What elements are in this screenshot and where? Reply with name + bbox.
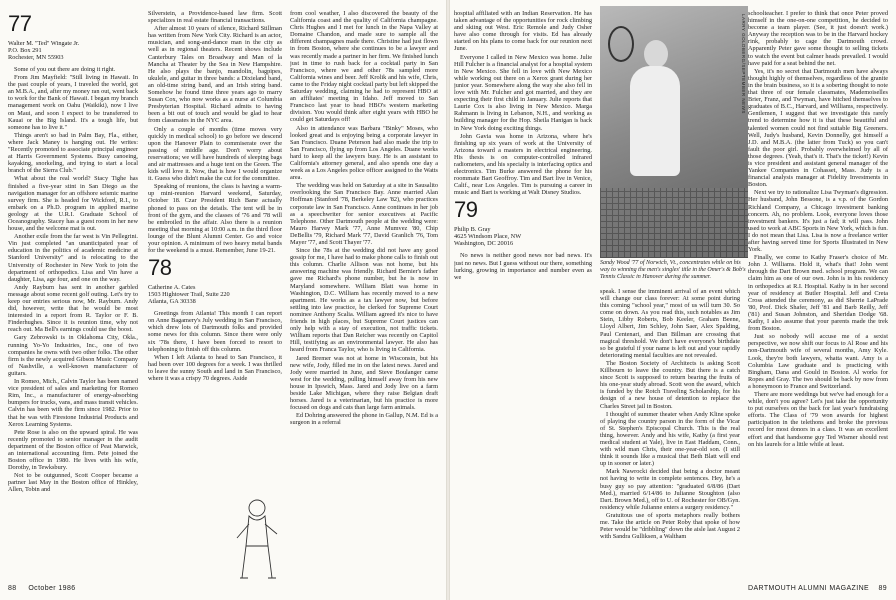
address-line: Philip B. Gray (454, 226, 491, 234)
paragraph: In Romeo, Mich., Calvin Taylor has been named vice president of sales and marketing for Romeo Rim, Inc., a manufacturer of energy-absorbing bumpers for trucks, vans, and mass transit vehicles. Calvin has been with the firm since 1982. Prior to that he was with Firestone Industrial Products and Xerox Learning Systems. (8, 378, 138, 428)
address-line: Atlanta, GA 30338 (148, 298, 196, 306)
paragraph: John Gavia was home in Arizona, where he's finishing up six years of work at the University of Arizona toward a masters in electrical engineering. His thesis is on computer-controlled infrared radiometers, and his specialty is interfacing optics and electronics. Tim Burke answered the phone for his roommate Bart Geoffroy. Tim and Bart live in Venice, Calif., near Los Angeles. Tim is pursuing a career in music and Bart is working at Walt Disney Studios. (454, 132, 592, 197)
class-secretary-address (454, 226, 592, 247)
address-line: Rochester, MN 55903 (8, 54, 64, 61)
address-line: Walter M. "Ted" Wingate Jr. (8, 40, 80, 47)
paragraph: Mark Nawrocki decided that being a doctor meant not having to write in complete sentences. Hey, he's a busy guy so pay attention: "graduated 6/8/86 (Dart Med.), married 6/14/86 to Julianne Stoughton (also Dart. Brown Med.), off to U. of Rochester for OB/Gyn. residency while Julianne enters a surgery residency." (600, 468, 740, 511)
paragraph: Speaking of reunions, the class is having a warm-up mini-reunion Harvard weekend, Saturday, October 18. Czar President Rich Bane actually phoned to pass on the details. The tent will be in front of the gym, and the classes of '76 and '78 will be embroiled in the affair. Also there is a reunion meeting that morning at 10:00 a.m. in the third floor lounge of the Blunt Alumni Center. Go and voice your opinion. A minimum of two heavy metal bands for the weekend is a must. Remember, June 19-21. (148, 183, 282, 255)
publication-name: DARTMOUTH ALUMNI MAGAZINE (748, 585, 870, 592)
paragraph: The wedding was held on Saturday at a site in Sausalito overlooking the San Francisco Bay. Anne married Alan Hoffman (Stanford '78, Berkeley Law '82), who practices corporate law in San Francisco. Anne continues in her job as a speechwriter for senior executives at Pacific Telephone. Other Dartmouth people at the wedding were: Mauro Harvey Mark '77, Anne Mumvez '80, Chip DeBellis '79, Richard Mark '77, David Granlich '76, Tom Mayer '77, and Scott Thayer '77. (290, 182, 438, 246)
class-year-heading: 77 (8, 11, 32, 36)
page-number: 88 (8, 585, 17, 592)
right-folio (748, 585, 887, 592)
left-folio (8, 585, 76, 592)
paragraph: schoolteacher. I prefer to think that once Peter proved himself in the one-on-one competition, he decided to become a team player. (See, it just doesn't work.) Anyway the reception was to be in the Harvard hockey rink, probably to cage the Dartmouth crowd. Apparently Peter gave some thought to selling tickets to watch the event but calmer heads prevailed. I would have paid for a seat behind the net. (748, 10, 888, 67)
player-figure (630, 66, 680, 176)
issue-date: October 1986 (28, 585, 76, 592)
paragraph: What about the real world? Stacy Tighe has finished a five-year stint in San Diego as the navigation manager for an offshore seismic marine survey firm. She is headed for Wickford, R.I., to embark on a Ph.D. program in applied marine geology at the U.R.I. Graduate School of Oceanography. Stacey has a guest room in her new house, and the welcome mat is out. (8, 175, 138, 233)
paragraph: Jared Bremer was not at home in Wisconsin, but his new wife, Jody, filled me in on the latest news. Jared and Jody were married in June, and Steve Boulanger came west for the wedding, pulling himself away from his new house in Ipswich, Mass. Jared and Jody live on a farm beside Lake Michigan, where they raise Belgian draft horses. Jared is a veterinarian, but his practice is more focused on dogs and cats than large farm animals. (290, 354, 438, 412)
paragraph: Since the 78s at the wedding did not have any good gossip for me, I have had to make phone calls to finish out this column. Charlie Allison was not home, but his answering machine was friendly. Richard Bernier's father gave me Richard's phone number, but he is now in Maryland somewhere. William Blatt was home in Washington, D.C. William has recently moved to a new apartment. He works as a tax lawyer now, but before settling into law practice, he clerked for Supreme Court nominee Anthony Scalia. William agreed it's nice to have friends in high places, but Supreme Court justices can only help with a stay of execution, not traffic tickets. William reports that Dan Reicher was recently on Capitol Hill, testifying as an environmental lawyer. He also has heard from Franca Taylor, who is living in California. (290, 247, 438, 354)
class-secretary-address (148, 284, 282, 305)
address-line: P.O. Box 291 (8, 47, 42, 54)
paragraph: Gratuitous use of sports metaphors really bothers me. Take the article on Peter Roby that spoke of how Peter would be "dribbling" down the aisle last August 2 with Sandra Gulliksen, a Waltham (600, 511, 740, 541)
tennis-photo (600, 6, 748, 258)
paragraph: Yes, it's no secret that Dartmouth men have always thought highly of themselves, regardless of the granite in the brain business, so it is a sobering thought to note that three of our female classmates, Mademoiselles Brier, Franz, and Twyman, have hitched themselves to graduates of B.C., Harvard, and Williams, respectively. Gentlemen, I suggest that we investigate this rarely trend to determine how it is that these beautiful and talented women could not find suitable Big Greeners. Well, Judy's husband, Kevin Donnelly, got himself a J.D. and M.B.A. (the latter from Tuck) so you can't fault the poor girl. Probably overwhelmed by all of those degrees. (Yeah, that's it. That's the ticket!) Kevin is vice president and assistant general manager of the Yankee Companies in Cohasset, Mass. Judy is a financial analysis manager at Fidelity Investments in Boston. (748, 67, 888, 189)
column-4 (454, 10, 592, 582)
photo-credit: LARRY GOLDBERG/SEPTEMBER NEWS (741, 14, 746, 114)
paragraph: When I left Atlanta to head to San Francisco, it had been over 100 degrees for a week. I was thrilled to leave the sunny South and land in San Francisco, where it was a crispy 70 degrees. Aside (148, 353, 282, 383)
column-2 (148, 10, 282, 492)
paragraph: Another exile from the far west is Vin Pellegrini. Vin just completed "an unanticipated year of education in the politics of academic medicine at Stanford University" and is relocating to the University of Rochester in New York to join the department of orthopedics. Lisa and Vin have a daughter, Lisa, age four, and one on the way. (8, 233, 138, 283)
paragraph: Pete Rose is also on the upward spiral. He was recently promoted to senior manager in the audit department of the Boston office of Peat Marwick, an international accounting firm. Pete joined the Boston office in 1980. He lives with his wife, Dorothy, in Tewksbury. (8, 428, 138, 472)
paragraph: Everyone I called in New Mexico was home. Julie Hill Fulcher is a financial analyst for a hospital system in New Mexico. She fell in love with New Mexico while working out there on a Xerox grant during her junior year. Somewhere along the way she also fell in love with Mr. Fulcher and got married, and they are expecting their first child in January. Julie reports that Laurie Cox is also living in New Mexico. Marga Rahmann is living in Lebanon, N.H., and working as building manager for the Hop. Sheila Hanigan is back in New York doing exciting things. (454, 53, 592, 132)
paragraph: No news is neither good news nor bad news. It's just no news. But I guess without our there, something lurking, growing in importance and number even as we (454, 252, 592, 281)
paragraph: After almost 10 years of silence, Richard Stillman has written from New York City. Richard is an actor, musician, and song-and-dance man in the city as well as in regional theaters. Recent shows include Canterbury Tales on Broadway and Man of la Mancha at Theater by the Sea in New Hampshire. He also plays the banjo, mandolin, bagpipes, ukulele, and guitar in three bands: a Dixieland band, an old-time string band, and an Irish string band. Somehow he found time three years ago to marry Susan Cox, who now works as a nurse at Columbia Presbyterian Hospital. Richard admits to having been a bit out of touch and would be glad to hear from classmates in the NYC area. (148, 25, 282, 125)
column-5 (600, 288, 740, 580)
paragraph: Some of you out there are doing it right. (14, 66, 116, 73)
paragraph: Not to be outgunned, Scott Cooper became a partner last May in the Boston office of Hinkley, Allen, Tobin and (8, 472, 138, 494)
address-line: 4625 Windsom Place, NW (454, 233, 522, 241)
paragraph: From Jim Mayfield: "Still living in Hawaii. In the past couple of years, I traveled the world, got an M.B.A., and, after my money ran out, went back to work for the Bank of Hawaii. I began my branch management work on Oahu (Waikiki), now I live on Maui, and soon I expect to be transferred to Kauai or the Big Island. It's a tough life, but someone has to live it." (8, 74, 138, 131)
player-head (644, 40, 668, 68)
paragraph: The Boston Society of Architects is asking Scott Killbourn to leave the country. But there is a catch since Scott is supposed to return bearing the fruits of his one-year study abroad. Scott won the award, which is funded by the Rotch Traveling Scholarship, for his design of a new house of detention to replace the Charles Street jail in Boston. (600, 359, 740, 410)
paragraph: Just so nobody will accuse me of a sexist perspective, we now shift our focus to Al Rose and his non-Dartmouth wife of several months, Amy Kyle. Look, they're both lawyers, whatta want. Amy is a Columbia Law graduate and is practicing with Bingham, Dana and Gould in Boston. Al works for Ropes and Gray. The two should be back by now from a honeymoon to France and Switzerland. (748, 333, 888, 390)
address-line: 1503 Hightower Trail, Suite 220 (148, 291, 230, 299)
racket-icon (608, 26, 634, 62)
paragraph: Finally, we come to Kathy Fraser's choice of Mr. John J. Williams. Hold it, what's that! John went through the Dart Brown med. school program. We can claim him as one of our own. John is in his residency in orthopedics at R.I. Hospital. Kathy is in her second year of residency at Butler Hospital. Jeff and Creta Cross attended the ceremony, as did Sherrie LaPrade '80, Prof. Dick Shafer, Jeff '81 and Barb Reilly, Jeff ('81) and Susan Johnston, and Sheridan Dodge '68. Kathy, I also assume that your parents made the trek from Boston. (748, 254, 888, 333)
column-3 (290, 10, 438, 582)
photo-caption: Sandy Wood '77 of Norwich, Vt., concentrates while on his way to winning the men's singles' title in the Omer's & Bob's Tennis Classic in Hanover during the summer. (600, 260, 746, 280)
class-year-heading: 78 (148, 255, 172, 281)
paragraph: Gary Zebrowski is in Oklahoma City, Okla., running Yo-Yo Industries, Inc., one of two companies he owns with two other folks. The other firm is the newly acquired Gibson Music Company of Nashville, a well-known manufacturer of guitars. (8, 334, 138, 377)
paragraph: hospital affiliated with an Indian Reservation. He has taken advantage of the opportunities for rock climbing and skiing out West. Eric Remole and Judy Osher have also come through for visits. Ed has already started on his plans to come back for our reunion next June. (454, 10, 592, 53)
paragraph: speak. I sense the imminent arrival of an event which will change our class forever: At some point during this coming "school year," most of us will turn 30. So come on down. As you read this, such notables as Jim Stein, Libby Roberts, Bob Keeler, Graham Beene, Lloyd Albert, Jim Schley, John Saer, Alex Spalding, Paul Centenari, and Dan Billman are crossing that magical threshold. We don't have everyone's birthdate so be grateful if your name is left out and your rapidly deteriorating mental faculties are not revealed. (600, 288, 740, 359)
paragraph: Only a couple of months (time moves very quickly in medical school) to go before we descend upon the Hanover Plain to commiserate over the passing of middle age. Don't worry about reservations; we will have hundreds of sleeping bags and air mattresses and a huge tent on the Green. The kids will love it. Now, that is how I would organize it. Guess who didn't make the cut for the committee. (148, 125, 282, 183)
paragraph: There are more weddings but we've had enough for a while, don't you agree? Let's just take the opportunity to put ourselves on the back for last year's fundraising efforts. The Class of '79 won awards for highest participation in the telethons and broke the previous record for most donors in a class. It was an excellent effort and that handsome guy Ted Wismer should rest on his laurels for a little while at least. (748, 390, 888, 448)
paragraph: Also in attendance was Barbara "Binky" Moses, who looked great and is enjoying being a corporate lawyer in San Francisco. Duane Peterson had also made the trip to San Francisco, flying up from Los Angeles. Duane works hard to keep all the lawyers busy. He is an assistant to California's attorney general, and also spends one day a week as a Los Angeles police officer assigned to the Watts area. (290, 124, 438, 182)
paragraph: Things aren't so bad in Palm Bay, Fla., either, where Jack Maney is hanging out. He writes: "Recently promoted to associate principal engineer at Harris Government Systems. Busy canoeing, kayaking, snorkeling, and trying to start a local branch of the Sierra Club." (8, 131, 138, 175)
address-line: Catherine A. Cates (148, 284, 196, 292)
paragraph: Andy Rayburn has sent in another garbled message about some recent golf outing. Let's try to keep our entries serious now, Mr. Rayburn. Andy did, however, write that he would be most interested in a report from R. Taylor or F. B. Finderhughes. Since it is reunion time, why not reach out. Ma Bell's earnings could use the boost. (8, 283, 138, 334)
column-6 (748, 10, 888, 582)
paragraph: Next we try to rationalize Lisa Twyman's digression. Her husband, John Bessone, is a v.p. of the Gordon Richland Company, a Chicago investment banking concern. Ah, no problem. Look, everyone loves those investment bankers. It's just a fad; it will pass. John used to work at ABC Sports in New York, which is fun. I do not mean that Lisa. Lisa is now a freelance writer after having served time for Sports Illustrated in New York. (748, 189, 888, 254)
address-line: Washington, DC 20016 (454, 240, 514, 248)
page-number: 89 (878, 585, 888, 592)
paragraph: Silverstein, a Providence-based law firm. Scott specializes in real estate financial transactions. (148, 10, 282, 25)
class-secretary-address (8, 40, 138, 61)
paragraph: from cool weather, I also discovered the beauty of the California coast and the quality of California champagne. Chris Hughes and I met for lunch in the Napa Valley at Domaine Chandon, and made sure to sample all the different champagnes made there. Christine had just flown in from Boston, where she continues to be a lawyer and was recently made a partner in her firm. We finished lunch just in time to rush back for a cocktail party in San Francisco, where we and other 78s sampled more California wines and beer. Jeff Krolik and his wife, Chris, came to the Friday night cocktail party but left skipped the Saturday wedding, claiming he had to represent HBO at an affiliates' meeting in Idaho. Jeff moved to San Francisco last year to head HBO's western marketing division. You would think after eight years with HBO he could get Saturdays off! (290, 10, 438, 124)
paragraph: Ed Dohring answered the phone in Gallup, N.M. Ed is a surgeon in a referral (290, 412, 438, 427)
cartoon-illustration (232, 494, 282, 584)
paragraph: I thought of summer theater when Andy Kline spoke of playing the country parson in the form of the Vicar of St. Stephen's Episcopal Church. This is the real thing, however. Andy and his wife, Kathy (a first year medical student at Yale), live in East Haddam, Conn., with wild man Chris, their one-year-old son. (I still think it sounds like a musical that Beth Blatt will end up in sooner or later.) (600, 410, 740, 468)
class-year-heading: 79 (454, 197, 478, 223)
tennis-net (600, 188, 748, 258)
paragraph: Greetings from Atlanta! This month I can report on Anne Bagamery's July wedding in San Francisco, which drew lots of Dartmouth folks and provided some news for this column. Since there were only six '78s there, I have been forced to resort to telephoning to finish off this column. (148, 310, 282, 353)
column-1 (8, 10, 138, 582)
